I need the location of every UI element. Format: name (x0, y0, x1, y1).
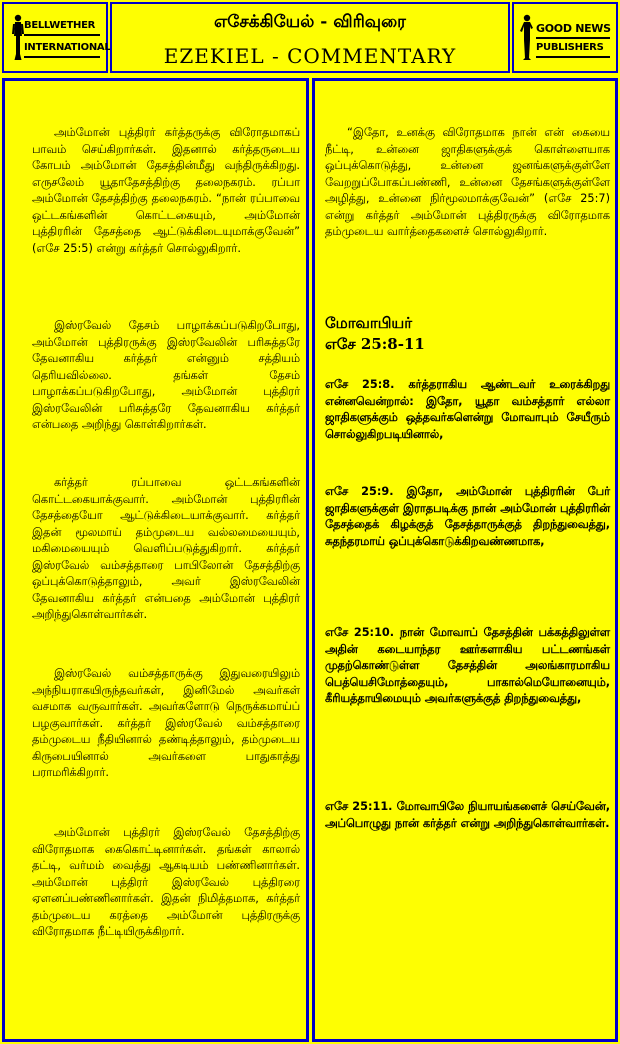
left-column (2, 78, 309, 1042)
good-news-logo (520, 14, 614, 64)
publisher-logo-box-left (2, 2, 111, 73)
paragraph-text: அம்மோன் புத்திரர் கர்த்தருக்கு விரோதமாகப் பாவம் செய்கிறார்கள். இதனால் கர்த்தருடைய கோபம் அம்மோன் தேசத்தின்மீது வந்திருக்கிறது. எருசலேம் யூதாதேசத்திற்கு தலைநகரம். ரப்பா அம்மோன் தேசத்திற்கு தலைநகரம். “நான் ரப்பாவை ஒட்டகங்களின் கொட்டகையும், அம்மோன் புத்திரரின் தேசத்தை ஆட்டுக்கிடையுமாக்குவேன்” (எசே 25:5) என்று கர்த்தர் சொல்லுகிறார். (32, 126, 300, 255)
page-title-tamil: எசேக்கியேல் - விரிவுரை (214, 12, 406, 32)
commentary-paragraph (32, 475, 300, 624)
section-reference: எசே 25:8-11 (325, 335, 425, 353)
commentary-paragraph (32, 125, 300, 257)
left-logo-line2: INTERNATIONAL (24, 42, 111, 53)
title-box (110, 2, 510, 73)
page-title-english: EZEKIEL - COMMENTARY (163, 44, 457, 68)
left-logo-rule-2 (24, 56, 100, 58)
bellwether-logo (10, 14, 111, 64)
right-logo-line1: GOOD NEWS (536, 22, 611, 35)
commentary-paragraph (325, 125, 610, 241)
commentary-paragraph (32, 825, 300, 941)
quote-text: “இதோ, உனக்கு விரோதமாக நான் என் கையை நீட்டி, உன்னை ஜாதிகளுக்குக் கொள்ளையாக ஒப்புக்கொடுத்து, உன்னை ஜனங்களுக்குள்ளே வேறறுப்போகப்பண்ணி, உன்னை தேசங்களுக்குள்ளே அழித்து, உன்னை நிர்மூலமாக்குவேன்” (எசே 25:7) என்று கர்த்தர் அம்மோன் புத்திரருக்கு விரோதமாக தம்முடைய வார்த்தைகளைச் சொல்லுகிறார். (325, 126, 610, 238)
bible-verse: எசே 25:11. மோவாபிலே நியாயங்களைச் செய்வேன், அப்பொழுது நான் கர்த்தர் என்று அறிந்துகொள்வார்கள். (325, 800, 610, 830)
paragraph-text: இஸ்ரவேல் வம்சத்தாருக்கு இதுவரையிலும் அந்நியராகயிருந்தவர்கள், இனிமேல் அவர்கள் வசமாக வருவார்கள். அவர்களோடு நெருக்கமாய்ப் பழகுவார்கள். கர்த்தர் இஸ்ரவேல் வம்சத்தாரை தம்முடைய நீதியினால் தண்டித்தாலும், தம்முடைய கிருபையினால் அவர்களை பாதுகாத்து பராமரிக்கிறார். (32, 667, 300, 779)
bible-verse: எசே 25:8. கர்த்தராகிய ஆண்டவர் உரைக்கிறது என்னவென்றால்: இதோ, யூதா வம்சத்தார் எல்லா ஜாதிகளுக்கும் ஒத்தவர்களென்று மோவாபும் சேயீரும் சொல்லுகிறபடியினால், (325, 378, 610, 441)
page-header (0, 0, 620, 80)
paragraph-text: கர்த்தர் ரப்பாவை ஒட்டகங்களின் கொட்டகையாக்குவார். அம்மோன் புத்திரரின் தேசத்தையோ ஆட்டுக்கிடையாக்குவார். கர்த்தர் இதன் மூலமாய் தம்முடைய வல்லமையையும், மகிமையையும் வெளிப்படுத்துகிறார். கர்த்தர் இஸ்ரவேல் வம்சத்தாரை பாபிலோன் தேசத்திற்கு ஒப்புக்கொடுத்தாலும், அவர் இஸ்ரவேலின் தேவனாகிய கர்த்தர் என்பதை அம்மோன் புத்திரர் அறிந்துகொள்வார்கள். (32, 476, 300, 621)
bible-verse: எசே 25:9. இதோ, அம்மோன் புத்திரரின் பேர் ஜாதிகளுக்குள் இராதபடிக்கு நான் அம்மோன் புத்திரரின் தேசத்தைக் கிழக்குத் தேசத்தாருக்குத் திறந்துவைத்து, சுதந்தரமாய் ஒப்புக்கொடுக்கிறவண்ணமாக, (325, 485, 610, 548)
section-title: மோவாபியர் (325, 314, 413, 332)
commentary-paragraph (32, 318, 300, 434)
commentary-paragraph (32, 666, 300, 782)
left-logo-line1: BELLWETHER (24, 20, 96, 31)
good-news-figure-icon (520, 14, 534, 62)
bible-verse: எசே 25:10. நான் மோவாப் தேசத்தின் பக்கத்திலுள்ள அதின் கடையாந்தர ஊர்களாகிய பட்டணங்கள் முதற்கொண்டுள்ள தேசத்தின் அலங்காரமாகிய பெத்யெசிமோத்தையும், பாகால்மெயோனையும், கீரியத்தாயிமையும் அவர்களுக்குத் திறந்துவைத்து, (325, 626, 610, 705)
right-logo-rule-1 (536, 37, 610, 39)
bellwether-figure-icon (12, 14, 24, 62)
publisher-logo-box-right (512, 2, 618, 73)
paragraph-text: இஸ்ரவேல் தேசம் பாழாக்கப்படுகிறபோது, அம்மோன் புத்திரருக்கு இஸ்ரவேலின் பரிசுத்தரே தேவனாகிய கர்த்தர் என்னும் சத்தியம் தெரியவில்லை. தங்கள் தேசம் பாழாக்கப்படுகிறபோது, அம்மோன் புத்திரர் இஸ்ரவேலின் பரிசுத்தரே தேவனாகிய கர்த்தர் என்பதை அறிந்து கொள்கிறார்கள். (32, 319, 300, 431)
right-logo-line2: PUBLISHERS (536, 42, 604, 53)
paragraph-text: அம்மோன் புத்திரர் இஸ்ரவேல் தேசத்திற்கு விரோதமாக கைகொட்டினார்கள். தங்கள் காலால் தட்டி, வர்மம் வைத்து ஆகடியம் பண்ணினார்கள். அம்மோன் புத்திரர் இஸ்ரவேல் புத்திரரை ஏளனப்பண்ணினார்கள். இதன் நிமித்தமாக, கர்த்தர் தம்முடைய கரத்தை அம்மோன் புத்திரருக்கு விரோதமாக நீட்டியிருக்கிறார். (32, 826, 300, 938)
left-logo-rule-1 (24, 34, 100, 36)
right-column (312, 78, 618, 1042)
section-heading (325, 313, 610, 355)
right-logo-rule-2 (536, 56, 610, 58)
